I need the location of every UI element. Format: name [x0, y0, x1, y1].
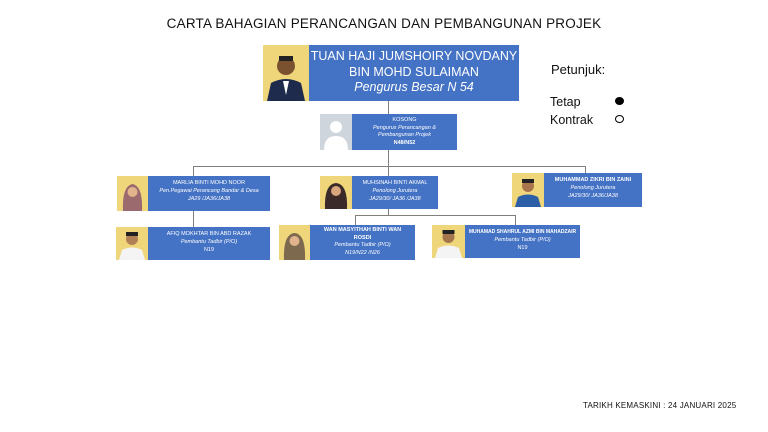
- afiq-name: AFIQ MOKHTAR BIN ABD RAZAK: [166, 231, 252, 237]
- deputy-photo: [320, 114, 352, 150]
- legend-tetap-label: Tetap: [550, 95, 581, 109]
- marlia-box: [148, 176, 270, 211]
- zikri-photo: [512, 173, 544, 207]
- person-photo-icon: [432, 225, 465, 258]
- shahrul-box: [465, 225, 580, 258]
- wan-box: [310, 225, 415, 260]
- marlia-name: MARLIA BINTI MOHD NOOR: [172, 180, 246, 186]
- zikri-name: MUHAMMAD ZIKRI BIN ZAINI: [554, 177, 632, 183]
- legend-tetap-dot: [615, 97, 624, 105]
- head-name-line2: BIN MOHD SULAIMAN: [349, 64, 479, 79]
- shahrul-name: MUHAMAD SHAHRUL AZMI BIN MAHADZAIR: [468, 229, 577, 235]
- person-photo-icon: [263, 45, 309, 101]
- head-photo: [263, 45, 309, 101]
- marlia-role: Pen.Pegawai Perancang Bandar & Desa: [159, 188, 259, 194]
- wan-name-line1: WAN MASYITHAH BINTI WAN: [323, 227, 402, 233]
- legend-kontrak-dot: [615, 115, 624, 123]
- deputy-name: KOSONG: [392, 117, 417, 123]
- connector-marlia-afiq: [193, 211, 194, 227]
- muhsinah-name: MUHSINAH BINTI AKMAL: [362, 180, 428, 186]
- connector-level4-horizontal: [355, 215, 515, 216]
- person-photo-icon: [116, 227, 148, 260]
- zikri-role: Penolong Jurutera: [570, 185, 616, 191]
- marlia-photo: [117, 176, 148, 211]
- deputy-box: [352, 114, 457, 150]
- deputy-grade: N48/N52: [393, 139, 416, 146]
- deputy-role-line2: Pembangunan Projek: [378, 132, 431, 138]
- person-photo-icon: [117, 176, 148, 211]
- connector-marlia-up: [193, 166, 194, 176]
- wan-name-line2: ROSDI: [353, 234, 372, 241]
- head-box: [309, 45, 519, 101]
- marlia-grade: JA29 /JA36/JA38: [187, 196, 231, 202]
- wan-grade: N19/N22 /N26: [345, 249, 380, 256]
- person-photo-icon: [279, 225, 310, 260]
- wan-photo: [279, 225, 310, 260]
- zikri-grade: JA29/30/ JA36/JA38: [568, 193, 618, 199]
- legend-kontrak-label: Kontrak: [550, 113, 594, 127]
- person-placeholder-icon: [320, 114, 352, 150]
- shahrul-photo: [432, 225, 465, 258]
- person-photo-icon: [512, 173, 544, 207]
- connector-shahrul-up: [515, 215, 516, 225]
- wan-role: Pembantu Tadbir (P/O): [334, 242, 391, 248]
- update-date: TARIKH KEMASKINI : 24 JANUARI 2025: [583, 401, 737, 410]
- connector-level2-horizontal: [193, 166, 585, 167]
- connector-head-deputy: [388, 101, 389, 114]
- connector-deputy-down: [388, 150, 389, 167]
- head-name-line1: TUAN HAJI JUMSHOIRY NOVDANY: [310, 49, 518, 63]
- shahrul-grade: N19: [517, 245, 528, 251]
- zikri-box: [544, 173, 642, 207]
- connector-zikri-up: [585, 166, 586, 173]
- chart-title: CARTA BAHAGIAN PERANCANGAN DAN PEMBANGUNAN PROJEK: [166, 16, 602, 31]
- muhsinah-role: Penolong Jurutera: [372, 188, 418, 194]
- afiq-photo: [116, 227, 148, 260]
- muhsinah-photo: [320, 176, 352, 209]
- head-role: Pengurus Besar N 54: [354, 80, 474, 94]
- shahrul-role: Pembantu Tadbir (P/O): [494, 237, 551, 243]
- person-photo-icon: [320, 176, 352, 209]
- afiq-grade: N19: [203, 247, 215, 253]
- deputy-role-line1: Pengurus Perancangan &: [373, 124, 436, 131]
- legend-title: Petunjuk:: [551, 62, 606, 77]
- connector-muhsinah-up: [388, 166, 389, 176]
- muhsinah-box: [352, 176, 438, 209]
- afiq-box: [148, 227, 270, 260]
- afiq-role: Pembantu Tadbir (P/O): [180, 239, 238, 245]
- connector-wan-up: [355, 215, 356, 225]
- muhsinah-grade: JA29/30/ JA36 /JA38: [369, 196, 421, 202]
